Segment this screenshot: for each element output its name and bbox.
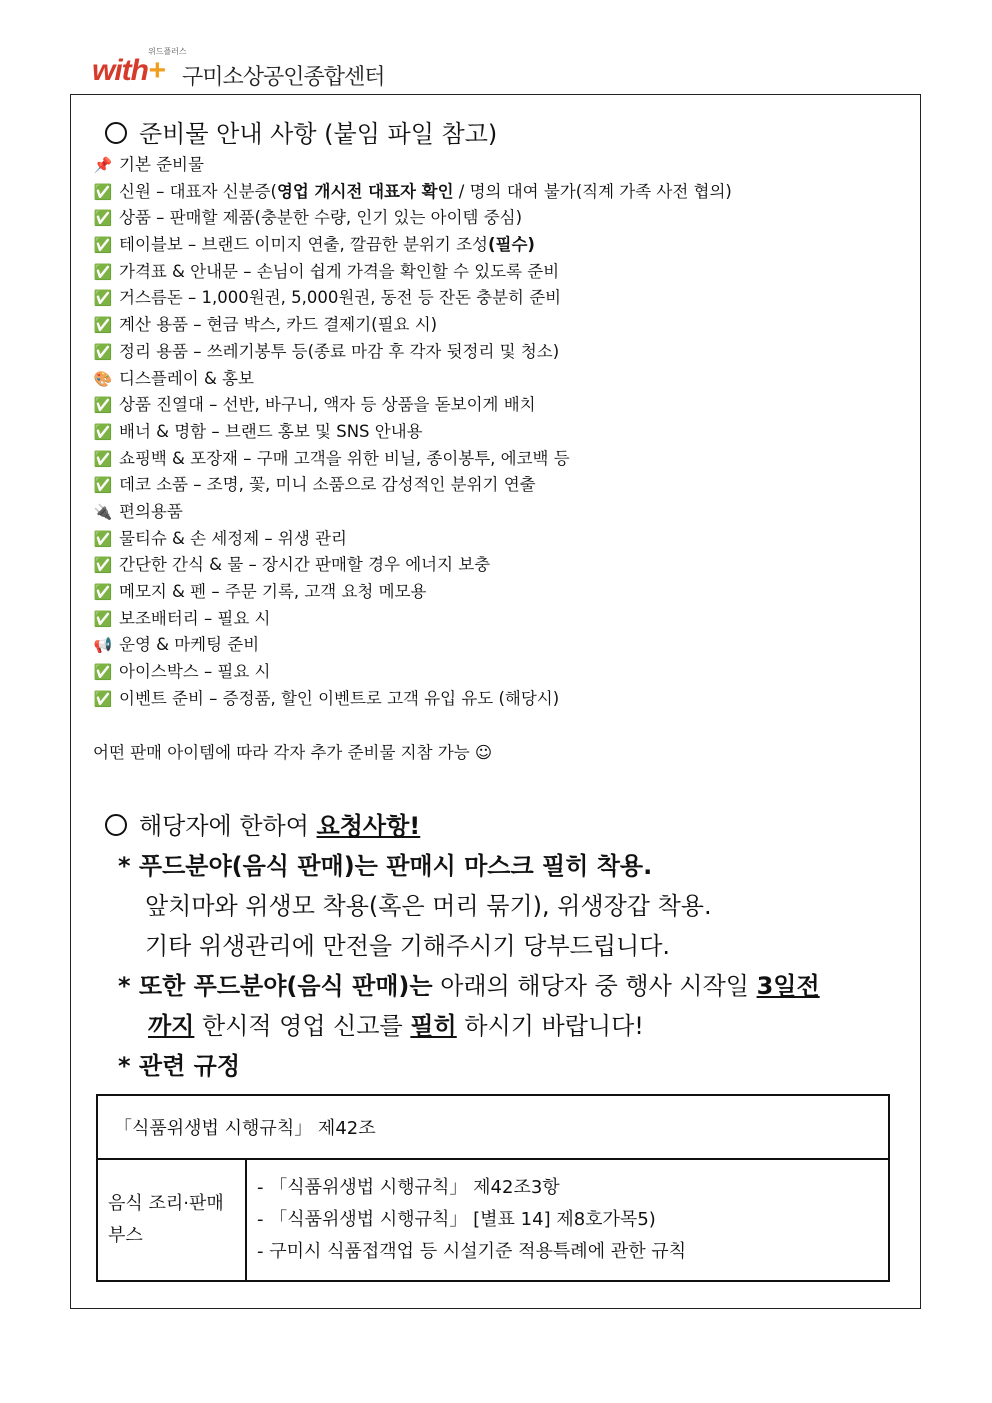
supply-item-emphasis: (필수) [488,235,535,255]
supply-item-text: 이벤트 준비 – 증정품, 할인 이벤트로 고객 유입 유도 (해당시) [119,688,560,708]
circle-bullet-icon [105,122,127,144]
check-icon: ✅ [93,316,113,335]
supply-item-text: 아이스박스 – 필요 시 [119,662,271,682]
supply-item-text-after: / 명의 대여 불가(직계 가족 사전 협의) [453,181,732,201]
request-line-report: * 또한 푸드분야(음식 판매)는 아래의 해당자 중 행사 시작일 3일전 [118,972,820,1000]
request-line-apron: 앞치마와 위생모 착용(혹은 머리 묶기), 위생장갑 착용. [145,892,712,920]
supply-item [93,205,732,232]
pushpin-icon: 📌 [93,156,113,174]
check-icon: ✅ [93,529,113,548]
logo-subtitle: 위드플러스 [148,47,187,56]
supply-item [93,179,732,206]
check-icon: ✅ [93,342,113,361]
supply-item [93,606,732,633]
logo-wordmark: with+ [92,54,165,87]
regulation-table-title: 「식품위생법 시행규칙」 제42조 [97,1095,889,1159]
check-icon: ✅ [93,262,113,281]
check-icon: ✅ [93,663,113,682]
supply-list [93,152,732,712]
supply-item [93,579,732,606]
supply-item-text: 물티슈 & 손 세정제 – 위생 관리 [119,528,347,548]
supply-item-text: 데코 소품 – 조명, 꽃, 미니 소품으로 감성적인 분위기 연출 [119,475,536,495]
supply-item [93,499,732,526]
section-title-requests: 해당자에 한하여 요청사항! [105,806,420,841]
supply-item-text: 정리 용품 – 쓰레기봉투 등(종료 마감 후 각자 뒷정리 및 청소) [119,341,560,361]
supply-item-text: 쇼핑백 & 포장재 – 구매 고객을 위한 비닐, 종이봉투, 에코백 등 [119,448,570,468]
request-line-hygiene: 기타 위생관리에 만전을 기해주시기 당부드립니다. [145,932,671,960]
regulation-item: - 구미시 식품접객업 등 시설기준 적용특례에 관한 규칙 [257,1241,687,1262]
request-line-regulation: * 관련 규정 [118,1052,240,1080]
request-line-mask: * 푸드분야(음식 판매)는 판매시 마스크 필히 착용. [118,852,653,880]
request-line-report-cont: 까지 한시적 영업 신고를 필히 하시기 바랍니다! [148,1012,644,1040]
check-icon: ✅ [93,209,113,228]
supply-item [93,259,732,286]
check-icon: ✅ [93,396,113,415]
check-icon: ✅ [93,689,113,708]
center-name: 구미소상공인종합센터 [182,65,385,90]
palette-icon: 🎨 [93,369,113,388]
supply-item-text: 상품 진열대 – 선반, 바구니, 액자 등 상품을 돋보이게 배치 [119,395,536,415]
supply-item-text: 거스름돈 – 1,000원권, 5,000원권, 동전 등 잔돈 충분히 준비 [119,288,562,308]
supply-item-text: 신원 – 대표자 신분증( [119,181,277,201]
supply-item-text: 가격표 & 안내문 – 손님이 쉽게 가격을 확인할 수 있도록 준비 [119,261,560,281]
supply-item [93,472,732,499]
supply-item-text: 디스플레이 & 홍보 [119,368,254,388]
section-title-supplies: 준비물 안내 사항 (붙임 파일 참고) [105,114,497,149]
check-icon: ✅ [93,182,113,201]
supply-item [93,366,732,393]
check-icon: ✅ [93,476,113,495]
supply-item-text: 기본 준비물 [119,155,204,174]
check-icon: ✅ [93,289,113,308]
supply-note: 어떤 판매 아이템에 따라 각자 추가 준비물 지참 가능 ☺ [93,743,493,762]
supply-item [93,339,732,366]
regulation-table-items [246,1159,889,1281]
supply-item [93,659,732,686]
supply-item-text: 상품 – 판매할 제품(충분한 수량, 인기 있는 아이템 중심) [119,208,523,228]
supply-item [93,446,732,473]
supply-item [93,686,732,713]
check-icon: ✅ [93,609,113,628]
supply-item [93,312,732,339]
plug-icon: 🔌 [93,502,113,521]
supply-item-emphasis: 영업 개시전 대표자 확인 [276,181,454,201]
supply-item-text: 계산 용품 – 현금 박스, 카드 결제기(필요 시) [119,315,438,335]
supply-item-text: 보조배터리 – 필요 시 [119,608,271,628]
center-logo [92,46,412,90]
supply-item [93,232,732,259]
regulation-table-head: 음식 조리·판매 부스 [97,1159,246,1281]
check-icon: ✅ [93,583,113,601]
supply-item-text: 테이블보 – 브랜드 이미지 연출, 깔끔한 분위기 조성 [119,235,488,255]
check-icon: ✅ [93,449,113,468]
supply-item [93,152,732,179]
megaphone-icon: 📢 [93,636,113,655]
supply-item [93,632,732,659]
supply-item-text: 간단한 간식 & 물 – 장시간 판매할 경우 에너지 보충 [119,555,491,575]
supply-item [93,419,732,446]
supply-item [93,526,732,553]
supply-item [93,285,732,312]
supply-item-text: 편의용품 [119,501,183,521]
supply-item-text: 운영 & 마케팅 준비 [119,635,260,655]
regulation-item: - 「식품위생법 시행규칙」 제42조3항 [257,1177,560,1198]
supply-item-text: 메모지 & 펜 – 주문 기록, 고객 요청 메모용 [119,582,427,601]
check-icon: ✅ [93,556,113,575]
circle-bullet-icon [105,814,127,836]
supply-item [93,552,732,579]
check-icon: ✅ [93,422,113,441]
supply-item-text: 배너 & 명함 – 브랜드 홍보 및 SNS 안내용 [119,421,423,441]
check-icon: ✅ [93,236,113,255]
supply-item [93,392,732,419]
regulation-item: - 「식품위생법 시행규칙」 [별표 14] 제8호가목5) [257,1209,656,1230]
regulation-table [96,1094,890,1282]
